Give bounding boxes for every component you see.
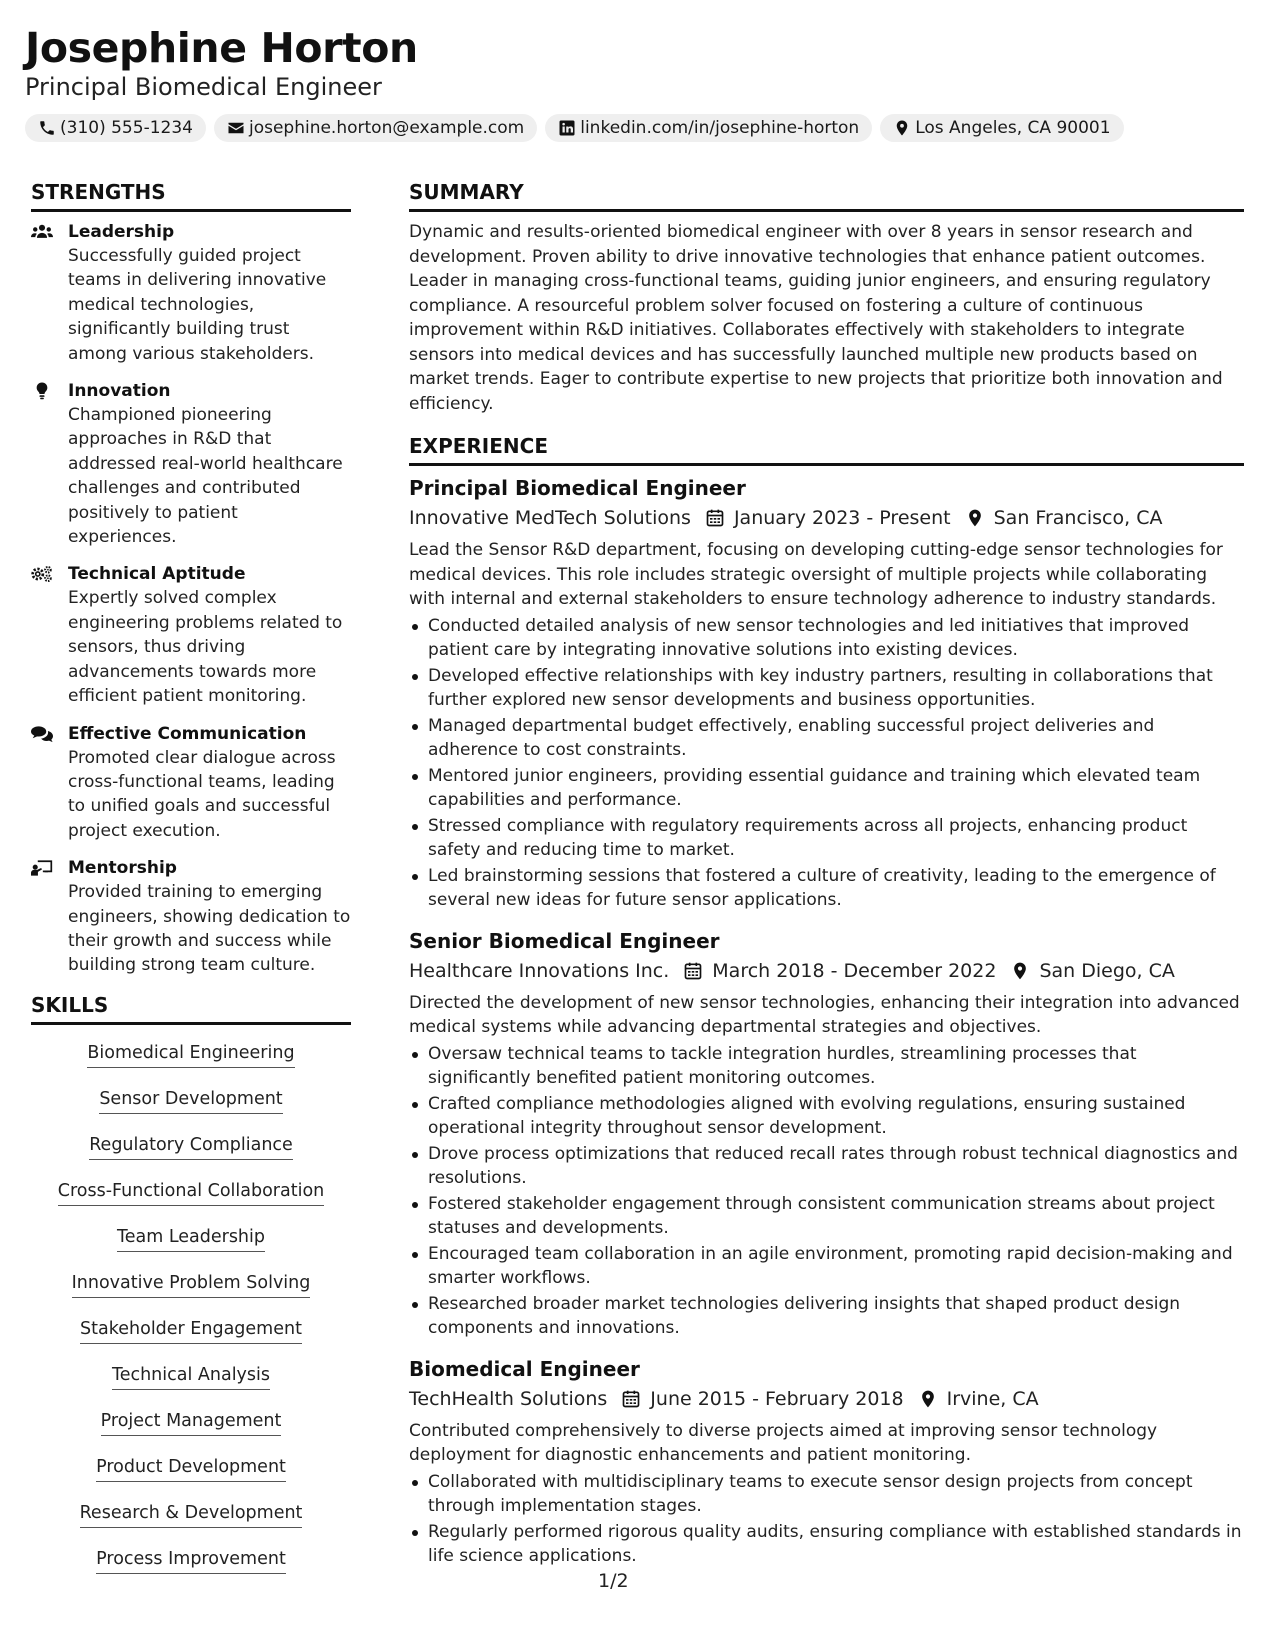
job-location: San Francisco, CA [993, 507, 1163, 529]
chalkboard-teacher-icon [31, 859, 53, 877]
contact-linkedin[interactable] [545, 114, 872, 142]
summary-text: Dynamic and results-oriented biomedical engineer with over 8 years in sensor research and development. Proven ability to drive innovative technologies that enhance patient outcomes. Leader in managing cross-functional teams, guiding junior engineers, and ensuring regulatory compliance. A resourceful problem solver focused on fostering a culture of continuous improvement within R&D initiatives. Collaborates effectively with stakeholders to integrate sensors into medical devices and has successfully launched multiple new products based on market trends. Eager to contribute expertise to new projects that prioritize both innovation and efficiency. [409, 222, 1223, 414]
strength-text: Successfully guided project teams in delivering innovative medical technologies, significantly building trust among various stakeholders. [68, 246, 327, 364]
skill-item: Project Management [101, 1409, 282, 1436]
calendar-icon [621, 1389, 641, 1409]
resume-header [25, 22, 1255, 142]
candidate-title: Principal Biomedical Engineer [25, 73, 382, 101]
job-location: San Diego, CA [1039, 959, 1175, 982]
job-entry [409, 927, 1244, 1341]
strength-title: Effective Communication [68, 723, 307, 744]
bullet-item: Oversaw technical teams to tackle integration hurdles, streamlining processes that significantly benefited patient monitoring outcomes. [409, 1042, 1244, 1091]
job-dates: January 2023 - Present [733, 507, 951, 529]
calendar-icon [705, 508, 725, 528]
comments-icon [31, 725, 53, 743]
page-number: 1/2 [598, 1570, 629, 1592]
strength-text: Provided training to emerging engineers, showing dedication to their growth and success while building strong team culture. [68, 882, 351, 976]
job-meta [409, 955, 1244, 987]
linkedin-icon [558, 119, 576, 137]
job-bullets [409, 1042, 1244, 1341]
job-description: Contributed comprehensively to diverse projects aimed at improving sensor technology deployment for diagnostic enhancements and patient monitoring. [409, 1420, 1158, 1465]
job-company: Healthcare Innovations Inc. [409, 959, 670, 982]
strength-title: Technical Aptitude [68, 564, 246, 585]
map-pin-icon [893, 119, 911, 137]
job-title: Senior Biomedical Engineer [409, 928, 720, 953]
lightbulb-icon [31, 382, 53, 400]
bullet-item: Conducted detailed analysis of new sensor technologies and led initiatives that improved patient care by integrating innovative solutions into existing devices. [409, 614, 1244, 663]
job-meta [409, 1383, 1244, 1415]
skill-item: Sensor Development [99, 1087, 282, 1114]
strength-title: Leadership [68, 222, 175, 242]
bullet-item: Researched broader market technologies delivering insights that shaped product design components and innovations. [409, 1292, 1244, 1341]
strength-text: Championed pioneering approaches in R&D that addressed real-world healthcare challenges and contributed positively to patient experiences. [68, 405, 343, 548]
phone-text: (310) 555-1234 [60, 118, 193, 138]
map-pin-icon [1010, 961, 1030, 981]
bullet-item: Regularly performed rigorous quality audits, ensuring compliance with established standards in life science applications. [409, 1520, 1244, 1569]
strengths-heading: STRENGTHS [31, 178, 351, 212]
strength-item [31, 856, 351, 978]
bullet-item: Fostered stakeholder engagement through consistent communication streams about project statuses and developments. [409, 1192, 1244, 1241]
bullet-item: Managed departmental budget effectively, enabling successful project deliveries and adherence to cost constraints. [409, 714, 1244, 763]
bullet-item: Led brainstorming sessions that fostered a culture of creativity, leading to the emergence of several new ideas for future sensor applications. [409, 864, 1244, 913]
bullet-item: Stressed compliance with regulatory requirements across all projects, enhancing product safety and reducing time to market. [409, 814, 1244, 863]
location-text: Los Angeles, CA 90001 [915, 118, 1111, 138]
skill-item: Research & Development [80, 1501, 303, 1528]
strength-title: Innovation [68, 381, 171, 402]
email-text: josephine.horton@example.com [248, 118, 525, 138]
job-entry [409, 474, 1244, 913]
bullet-item: Collaborated with multidisciplinary teams to execute sensor design projects from concept through implementation stages. [409, 1470, 1244, 1519]
contact-phone [25, 114, 206, 142]
cogs-icon [31, 565, 53, 583]
skill-item: Innovative Problem Solving [72, 1271, 311, 1298]
strength-item [31, 379, 351, 549]
skill-item: Product Development [96, 1455, 286, 1482]
strength-item [31, 562, 351, 708]
job-company: TechHealth Solutions [409, 1387, 608, 1410]
contact-email[interactable] [214, 114, 537, 142]
job-dates: March 2018 - December 2022 [712, 959, 997, 982]
skill-item: Technical Analysis [112, 1363, 270, 1390]
job-entry [409, 1355, 1244, 1569]
job-description: Lead the Sensor R&D department, focusing on developing cutting-edge sensor technologies for medical devices. This role includes strategic oversight of multiple projects while collaborating with internal and external stakeholders to ensure technology adherence to industry standards. [409, 540, 1223, 609]
right-column [409, 178, 1244, 1583]
job-bullets [409, 1470, 1244, 1569]
skill-item: Team Leadership [117, 1225, 265, 1252]
strength-text: Promoted clear dialogue across cross-functional teams, leading to unified goals and successful project execution. [68, 747, 336, 841]
skill-item: Biomedical Engineering [87, 1041, 294, 1068]
job-bullets [409, 614, 1244, 913]
job-meta [409, 502, 1244, 534]
strength-item [31, 722, 351, 844]
strength-title: Mentorship [68, 858, 177, 879]
experience-heading: EXPERIENCE [409, 432, 1244, 466]
job-description: Directed the development of new sensor technologies, enhancing their integration into advanced medical systems while advancing departmental strategies and objectives. [409, 992, 1240, 1037]
strength-item [31, 220, 351, 366]
users-icon [31, 223, 53, 241]
job-title: Principal Biomedical Engineer [409, 476, 746, 500]
strength-text: Expertly solved complex engineering problems related to sensors, thus driving advancements towards more efficient patient monitoring. [68, 588, 343, 707]
bullet-item: Developed effective relationships with key industry partners, resulting in collaborations that further explored new sensor developments and business opportunities. [409, 664, 1244, 713]
map-pin-icon [918, 1389, 938, 1409]
job-company: Innovative MedTech Solutions [409, 507, 691, 529]
job-location: Irvine, CA [946, 1387, 1039, 1410]
bullet-item: Mentored junior engineers, providing essential guidance and training which elevated team capabilities and performance. [409, 764, 1244, 813]
left-column [31, 178, 351, 1574]
envelope-icon [227, 119, 245, 137]
phone-icon [38, 119, 56, 137]
calendar-icon [683, 961, 703, 981]
linkedin-text: linkedin.com/in/josephine-horton [580, 118, 860, 138]
skills-list [31, 1033, 351, 1574]
contact-location [880, 114, 1123, 142]
map-pin-icon [965, 508, 985, 528]
skill-item: Process Improvement [96, 1547, 286, 1574]
skill-item: Regulatory Compliance [89, 1133, 293, 1160]
job-dates: June 2015 - February 2018 [650, 1387, 904, 1410]
skills-heading: SKILLS [31, 991, 351, 1025]
bullet-item: Drove process optimizations that reduced recall rates through robust technical diagnostics and resolutions. [409, 1142, 1244, 1191]
summary-heading: SUMMARY [409, 178, 1244, 212]
contact-bar [25, 114, 1255, 142]
skill-item: Stakeholder Engagement [80, 1317, 302, 1344]
bullet-item: Crafted compliance methodologies aligned with evolving regulations, ensuring sustained operational integrity throughout sensor development. [409, 1092, 1244, 1141]
job-title: Biomedical Engineer [409, 1356, 640, 1381]
candidate-name: Josephine Horton [25, 24, 418, 72]
bullet-item: Encouraged team collaboration in an agile environment, promoting rapid decision-making and smarter workflows. [409, 1242, 1244, 1291]
skill-item: Cross-Functional Collaboration [58, 1179, 325, 1206]
